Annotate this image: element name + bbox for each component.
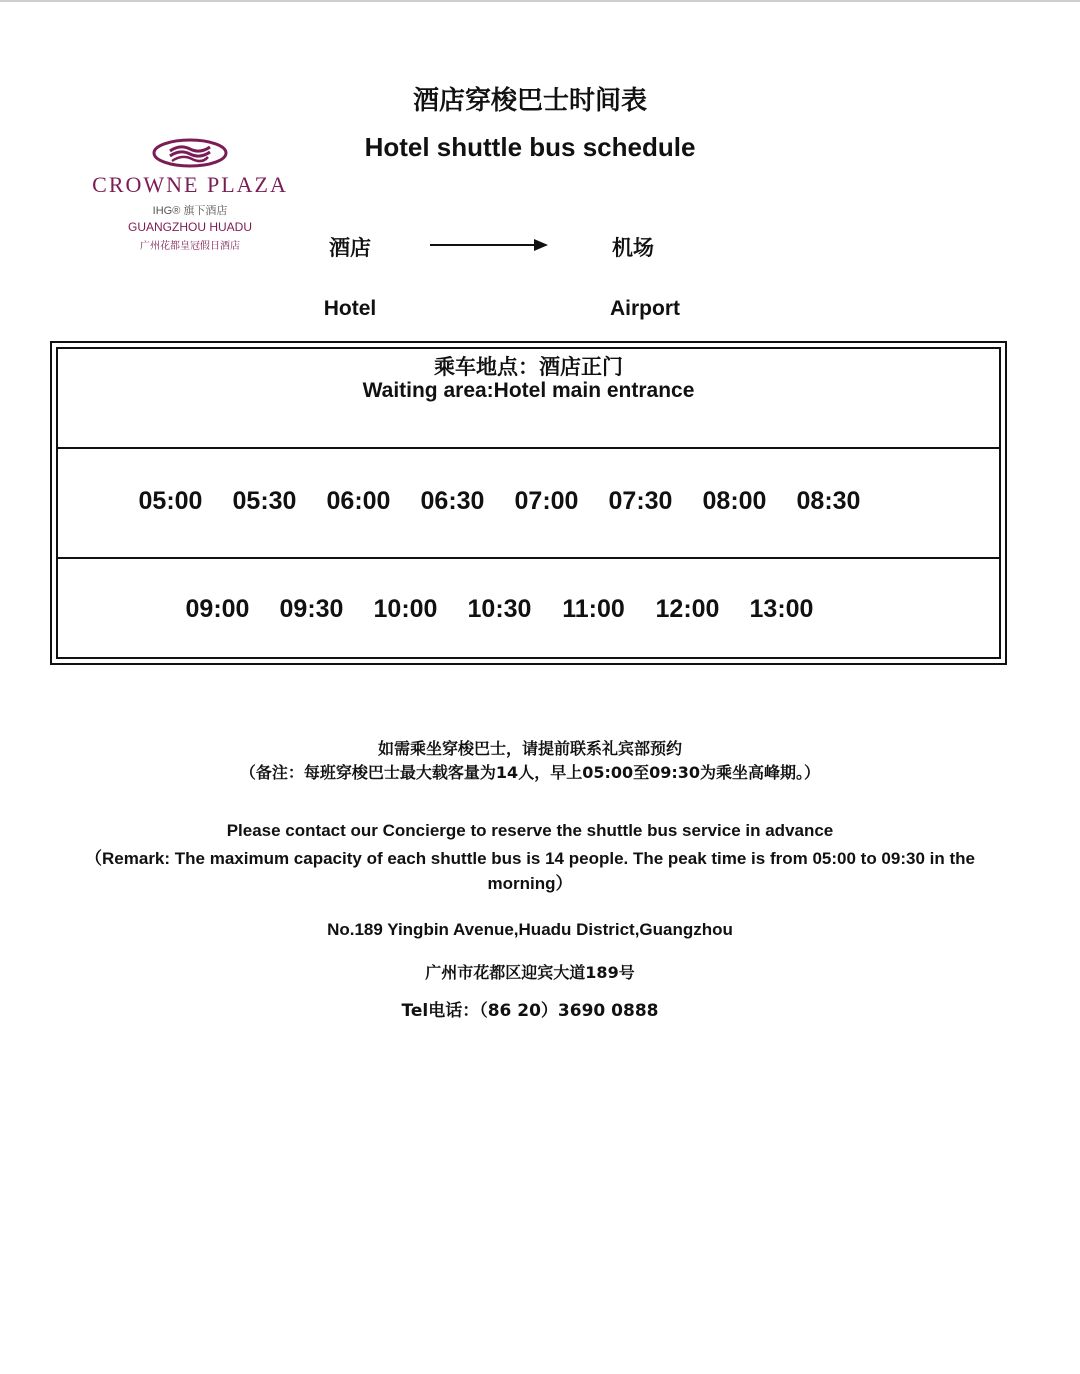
departure-time: 11:00 <box>562 595 625 623</box>
address-cn: 广州市花都区迎宾大道189号 <box>425 963 635 982</box>
route-from-en: Hotel <box>323 297 377 320</box>
hotel-logo <box>60 136 320 256</box>
departure-time: 05:00 <box>138 487 203 515</box>
waiting-area-cn: 乘车地点：酒店正门 <box>434 355 623 379</box>
hotel-name-cn: 广州花都皇冠假日酒店 <box>140 241 240 252</box>
route-from-cn: 酒店 <box>329 236 371 260</box>
ihg-label: IHG® 旗下酒店 <box>152 205 228 217</box>
schedule-table-inner <box>56 347 1001 659</box>
title-cn: 酒店穿梭巴士时间表 <box>412 86 647 116</box>
hotel-city: GUANGZHOU HUADU <box>127 220 252 234</box>
departure-time: 10:00 <box>373 595 438 623</box>
departure-time: 06:00 <box>326 487 391 515</box>
title-en: Hotel shuttle bus schedule <box>364 132 696 162</box>
departure-time: 07:00 <box>514 487 579 515</box>
departure-time: 09:30 <box>279 595 344 623</box>
departure-time: 08:30 <box>796 487 861 515</box>
departure-time: 09:00 <box>185 595 250 623</box>
waiting-area-row <box>58 349 999 449</box>
departure-time: 05:30 <box>232 487 297 515</box>
route-to-en: Airport <box>610 297 680 320</box>
waiting-area-en: Waiting area:Hotel main entrance <box>362 379 695 402</box>
departure-times <box>0 595 999 624</box>
remark-note-en: （Remark: The maximum capacity of each shuttle bus is 14 people. The peak time is from 05:00 to 09:30 in the morning） <box>85 849 975 893</box>
right-arrow-icon <box>430 237 550 257</box>
remark-note-cn: （备注：每班穿梭巴士最大载客量为14人，早上05:00至09:30为乘坐高峰期。） <box>239 763 821 782</box>
departure-times <box>0 487 999 516</box>
departure-time: 08:00 <box>702 487 767 515</box>
departure-time: 12:00 <box>655 595 720 623</box>
address-en: No.189 Yingbin Avenue,Huadu District,Guangzhou <box>327 920 733 939</box>
departure-time: 13:00 <box>749 595 814 623</box>
departure-time: 10:30 <box>467 595 532 623</box>
departure-time: 07:30 <box>608 487 673 515</box>
crowne-plaza-emblem-icon <box>150 136 230 174</box>
schedule-table <box>50 341 1007 665</box>
telephone: Tel电话：（86 20）3690 0888 <box>401 1001 659 1021</box>
top-divider <box>0 0 1080 2</box>
reservation-note-en: Please contact our Concierge to reserve the shuttle bus service in advance <box>226 821 834 840</box>
brand-name: CROWNE PLAZA <box>92 172 288 197</box>
reservation-note-cn: 如需乘坐穿梭巴士，请提前联系礼宾部预约 <box>377 739 682 758</box>
route-to-cn: 机场 <box>612 236 654 260</box>
departure-row-late <box>58 559 999 663</box>
departure-row-morning <box>58 449 999 559</box>
departure-time: 06:30 <box>420 487 485 515</box>
